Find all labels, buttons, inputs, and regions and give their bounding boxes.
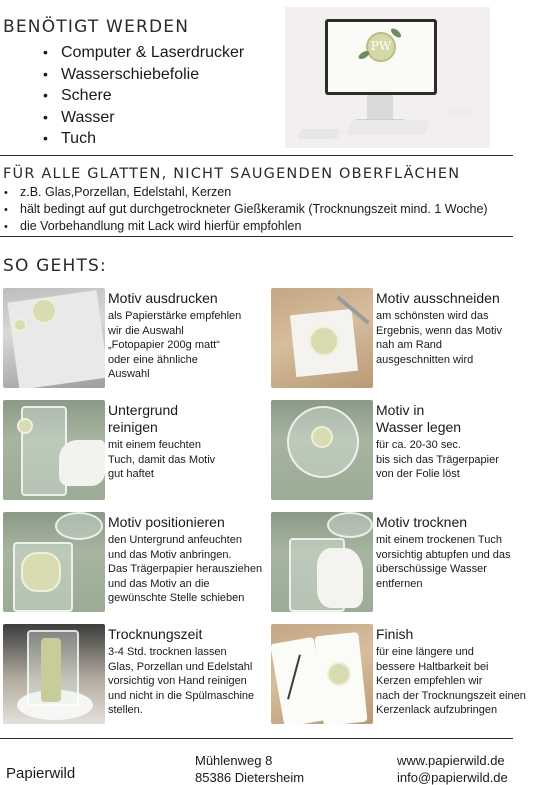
bullet-icon: • — [43, 130, 48, 146]
howto-section-title: SO GEHTS: — [3, 256, 107, 276]
contact — [397, 752, 508, 785]
step-title: Wasser legen — [376, 419, 462, 435]
step-photo — [271, 400, 373, 500]
address-city: 85386 Dietersheim — [195, 770, 305, 785]
list-item: • die Vorbehandlung mit Lack wird hierfür empfohlen — [4, 218, 488, 235]
step-position — [3, 512, 269, 612]
monitor-screen — [328, 22, 434, 92]
water-bowl — [55, 512, 103, 540]
divider — [0, 738, 513, 739]
list-item: • hält bedingt auf gut durchgetrockneter Gießkeramik (Trocknungszeit mind. 1 Woche) — [4, 201, 488, 218]
step-title: Motiv ausdrucken — [108, 290, 218, 306]
needed-list — [43, 42, 244, 150]
step-description: mit einem trockenen Tuch vorsichtig abtupfen und das überschüssige Wasser entfernen — [376, 534, 511, 590]
step-description: als Papierstärke empfehlen wir die Auswahl „Fotopapier 200g matt“ oder eine ähnliche Auswahl — [108, 310, 242, 380]
step-cut — [271, 288, 533, 388]
step-title: reinigen — [108, 419, 158, 435]
monitor — [325, 19, 437, 95]
step-description: für eine längere und bessere Haltbarkeit bei Kerzen empfehlen wir nach der Trocknungszeit einen Kerzenlack aufzubringen — [376, 646, 526, 716]
step-description: den Untergrund anfeuchten und das Motiv anbringen. Das Trägerpapier herausziehen und das Motiv an die gewünschte Stelle schieben — [108, 534, 263, 604]
step-description: mit einem feuchten Tuch, damit das Motiv gut haftet — [108, 439, 216, 480]
step-description: am schönsten wird das Ergebnis, wenn das Motiv nah am Rand ausgeschnitten wird — [376, 310, 502, 366]
step-dry — [271, 512, 533, 612]
bullet-icon: • — [43, 65, 48, 82]
step-title: Trocknungszeit — [108, 626, 203, 642]
step-title: Motiv positionieren — [108, 514, 225, 530]
step-title: Untergrund — [108, 402, 179, 418]
mouse — [446, 107, 476, 116]
step-title: Motiv trocknen — [376, 514, 468, 530]
printed-sheet — [7, 290, 105, 388]
list-item: • Tuch — [43, 128, 244, 150]
bullet-icon: • — [4, 204, 8, 216]
cloth — [59, 440, 105, 486]
motif-image — [31, 298, 57, 324]
step-photo — [271, 624, 373, 724]
bullet-icon: • — [43, 108, 48, 125]
motif-image — [311, 426, 333, 448]
brand-name: Papierwild — [6, 765, 76, 782]
step-water — [271, 400, 533, 500]
divider — [0, 155, 513, 156]
surfaces-list — [4, 184, 488, 235]
keyboard — [346, 120, 429, 135]
step-clean — [3, 400, 269, 500]
list-item: • Schere — [43, 85, 244, 107]
list-item: • Wasser — [43, 107, 244, 129]
motif-image — [17, 418, 33, 434]
step-photo — [3, 400, 105, 500]
needed-section-title: BENÖTIGT WERDEN — [3, 17, 190, 37]
step-title: Motiv ausschneiden — [376, 290, 500, 306]
bullet-icon: • — [4, 221, 8, 233]
list-item: • Wasserschiebefolie — [43, 64, 244, 86]
computer-setup-image — [285, 7, 490, 148]
cloth — [317, 548, 363, 608]
list-item: • z.B. Glas,Porzellan, Edelstahl, Kerzen — [4, 184, 488, 201]
step-photo — [3, 512, 105, 612]
motif-image — [13, 318, 27, 332]
leaf-icon — [357, 49, 370, 60]
monitor-stand — [367, 95, 393, 121]
logo-wreath — [366, 32, 396, 62]
step-description: für ca. 20-30 sec. bis sich das Trägerpapier von der Folie löst — [376, 439, 499, 480]
step-photo — [271, 512, 373, 612]
step-photo — [3, 624, 105, 724]
step-drying-time — [3, 624, 269, 724]
step-print — [3, 288, 269, 388]
trackpad — [297, 129, 341, 139]
water-bowl — [327, 512, 373, 538]
motif-image — [309, 326, 339, 356]
address — [195, 752, 304, 785]
motif-image — [327, 662, 351, 686]
step-description: 3-4 Std. trocknen lassen Glas, Porzellan und Edelstahl vorsichtig von Hand reinigen und nicht in die Spülmaschine stellen. — [108, 646, 255, 716]
step-title: Finish — [376, 626, 414, 642]
step-finish — [271, 624, 533, 724]
logo-text: PW — [370, 39, 392, 53]
bullet-icon: • — [43, 44, 48, 60]
bullet-icon: • — [4, 187, 8, 199]
list-item: • Computer & Laserdrucker — [43, 42, 244, 64]
step-photo — [3, 288, 105, 388]
bullet-icon: • — [43, 87, 48, 103]
motif-image — [21, 552, 61, 592]
address-street: Mühlenweg 8 — [195, 753, 273, 768]
surfaces-section-title: FÜR ALLE GLATTEN, NICHT SAUGENDEN OBERFLÄCHEN — [3, 166, 461, 182]
candle — [41, 638, 61, 702]
divider — [0, 236, 513, 237]
website-link[interactable]: www.papierwild.de — [397, 753, 505, 768]
email-link[interactable]: info@papierwild.de — [397, 770, 508, 785]
step-title: Motiv in — [376, 402, 425, 418]
step-photo — [271, 288, 373, 388]
